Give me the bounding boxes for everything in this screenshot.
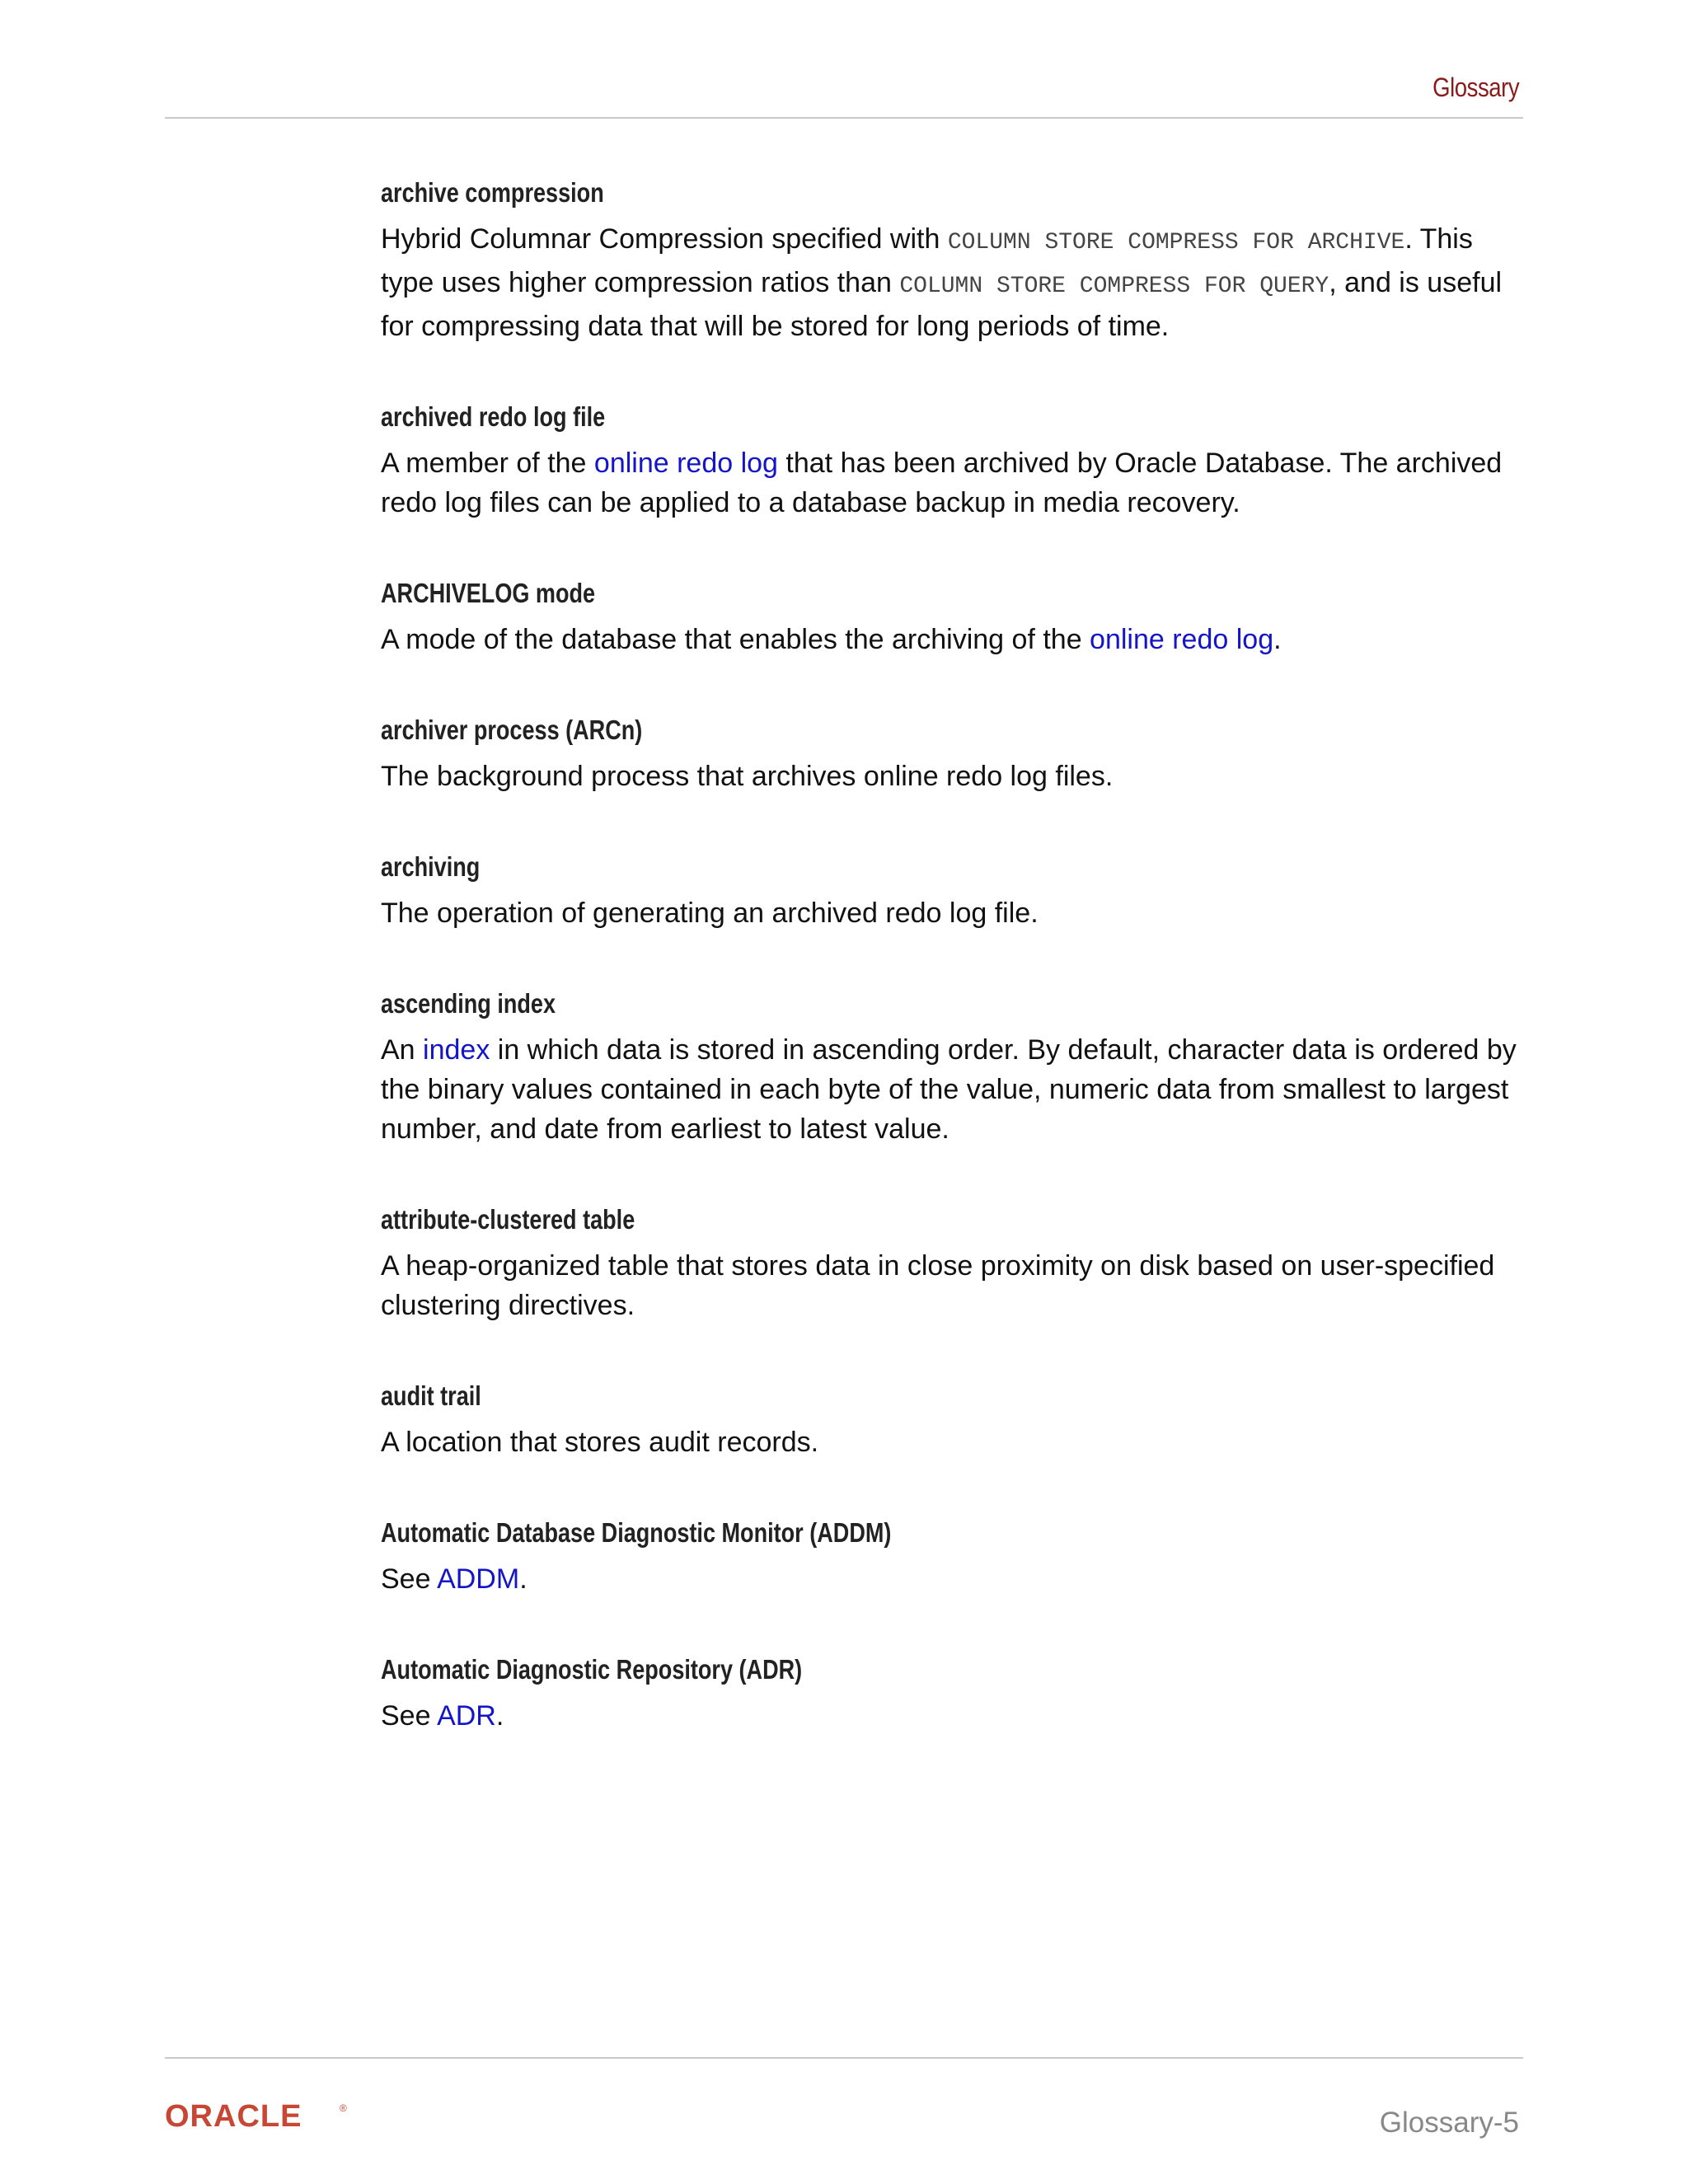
definition-text: . This type uses higher compression ratios than bbox=[381, 223, 1473, 298]
glossary-term: archive compression bbox=[381, 177, 604, 208]
registered-mark: ® bbox=[340, 2102, 347, 2114]
glossary-entry bbox=[381, 175, 1518, 346]
definition-text: A member of the bbox=[381, 448, 594, 479]
glossary-term: Automatic Diagnostic Repository (ADR) bbox=[381, 1654, 803, 1685]
glossary-entry bbox=[381, 399, 1518, 523]
definition-text: A location that stores audit records. bbox=[381, 1427, 819, 1458]
glossary-entry bbox=[381, 575, 1518, 659]
glossary-definition bbox=[381, 620, 1518, 659]
glossary-link[interactable]: ADR bbox=[437, 1700, 496, 1732]
definition-text: in which data is stored in ascending order. By default, character data is ordered by the binary values contained in each byte of the value, numeric data from smallest to largest number, and date from earliest to latest value. bbox=[381, 1034, 1517, 1145]
definition-text: The background process that archives online redo log files. bbox=[381, 761, 1114, 792]
header-divider bbox=[165, 117, 1523, 119]
glossary-entry bbox=[381, 1652, 1518, 1736]
glossary-definition bbox=[381, 1422, 1518, 1462]
section-title: Glossary bbox=[1432, 73, 1519, 102]
glossary-link[interactable]: index bbox=[423, 1034, 490, 1066]
glossary-definition bbox=[381, 1696, 1518, 1736]
definition-text: An bbox=[381, 1034, 424, 1066]
glossary-entry bbox=[381, 986, 1518, 1149]
definition-text: Hybrid Columnar Compression specified with bbox=[381, 223, 948, 255]
glossary-term: attribute-clustered table bbox=[381, 1204, 635, 1235]
glossary-definition bbox=[381, 1030, 1518, 1149]
glossary-definition bbox=[381, 1246, 1518, 1325]
definition-text: that has been archived by Oracle Database. The archived redo log files can be applied to a database backup in media recovery. bbox=[381, 448, 1503, 518]
definition-text: See bbox=[381, 1563, 438, 1595]
glossary-entry bbox=[381, 849, 1518, 933]
glossary-definition bbox=[381, 443, 1518, 523]
glossary-link[interactable]: ADDM bbox=[437, 1563, 520, 1595]
glossary-term: archiver process (ARCn) bbox=[381, 715, 643, 745]
oracle-logo bbox=[165, 2100, 363, 2133]
page-number: Glossary-5 bbox=[1379, 2107, 1519, 2139]
code-literal: COLUMN STORE COMPRESS FOR ARCHIVE bbox=[947, 230, 1405, 255]
definition-text: . bbox=[519, 1563, 528, 1595]
glossary-content bbox=[381, 175, 1518, 1788]
definition-text: . bbox=[1273, 624, 1282, 655]
glossary-entry bbox=[381, 1515, 1518, 1599]
glossary-definition bbox=[381, 893, 1518, 933]
definition-text: A heap-organized table that stores data in close proximity on disk based on user-specified clustering directives. bbox=[381, 1250, 1495, 1321]
glossary-link[interactable]: online redo log bbox=[1090, 624, 1274, 655]
definition-text: , and is useful for compressing data that will be stored for long periods of time. bbox=[381, 267, 1503, 342]
glossary-entry bbox=[381, 1378, 1518, 1462]
glossary-term: Automatic Database Diagnostic Monitor (ADDM) bbox=[381, 1517, 892, 1548]
glossary-entry bbox=[381, 1202, 1518, 1325]
glossary-term: ARCHIVELOG mode bbox=[381, 578, 596, 608]
glossary-term: audit trail bbox=[381, 1380, 481, 1411]
glossary-term: archived redo log file bbox=[381, 401, 606, 432]
glossary-definition bbox=[381, 1559, 1518, 1599]
definition-text: The operation of generating an archived redo log file. bbox=[381, 898, 1039, 929]
glossary-link[interactable]: online redo log bbox=[593, 448, 778, 479]
footer-divider bbox=[165, 2057, 1523, 2059]
glossary-definition bbox=[381, 219, 1518, 346]
glossary-definition bbox=[381, 757, 1518, 796]
definition-text: See bbox=[381, 1700, 438, 1732]
definition-text: . bbox=[495, 1700, 504, 1732]
glossary-entry bbox=[381, 712, 1518, 796]
definition-text: A mode of the database that enables the archiving of the bbox=[381, 624, 1090, 655]
glossary-term: archiving bbox=[381, 851, 481, 882]
code-literal: COLUMN STORE COMPRESS FOR QUERY bbox=[899, 274, 1329, 299]
oracle-logo-text: ORACLE bbox=[165, 2100, 302, 2133]
glossary-term: ascending index bbox=[381, 988, 556, 1019]
